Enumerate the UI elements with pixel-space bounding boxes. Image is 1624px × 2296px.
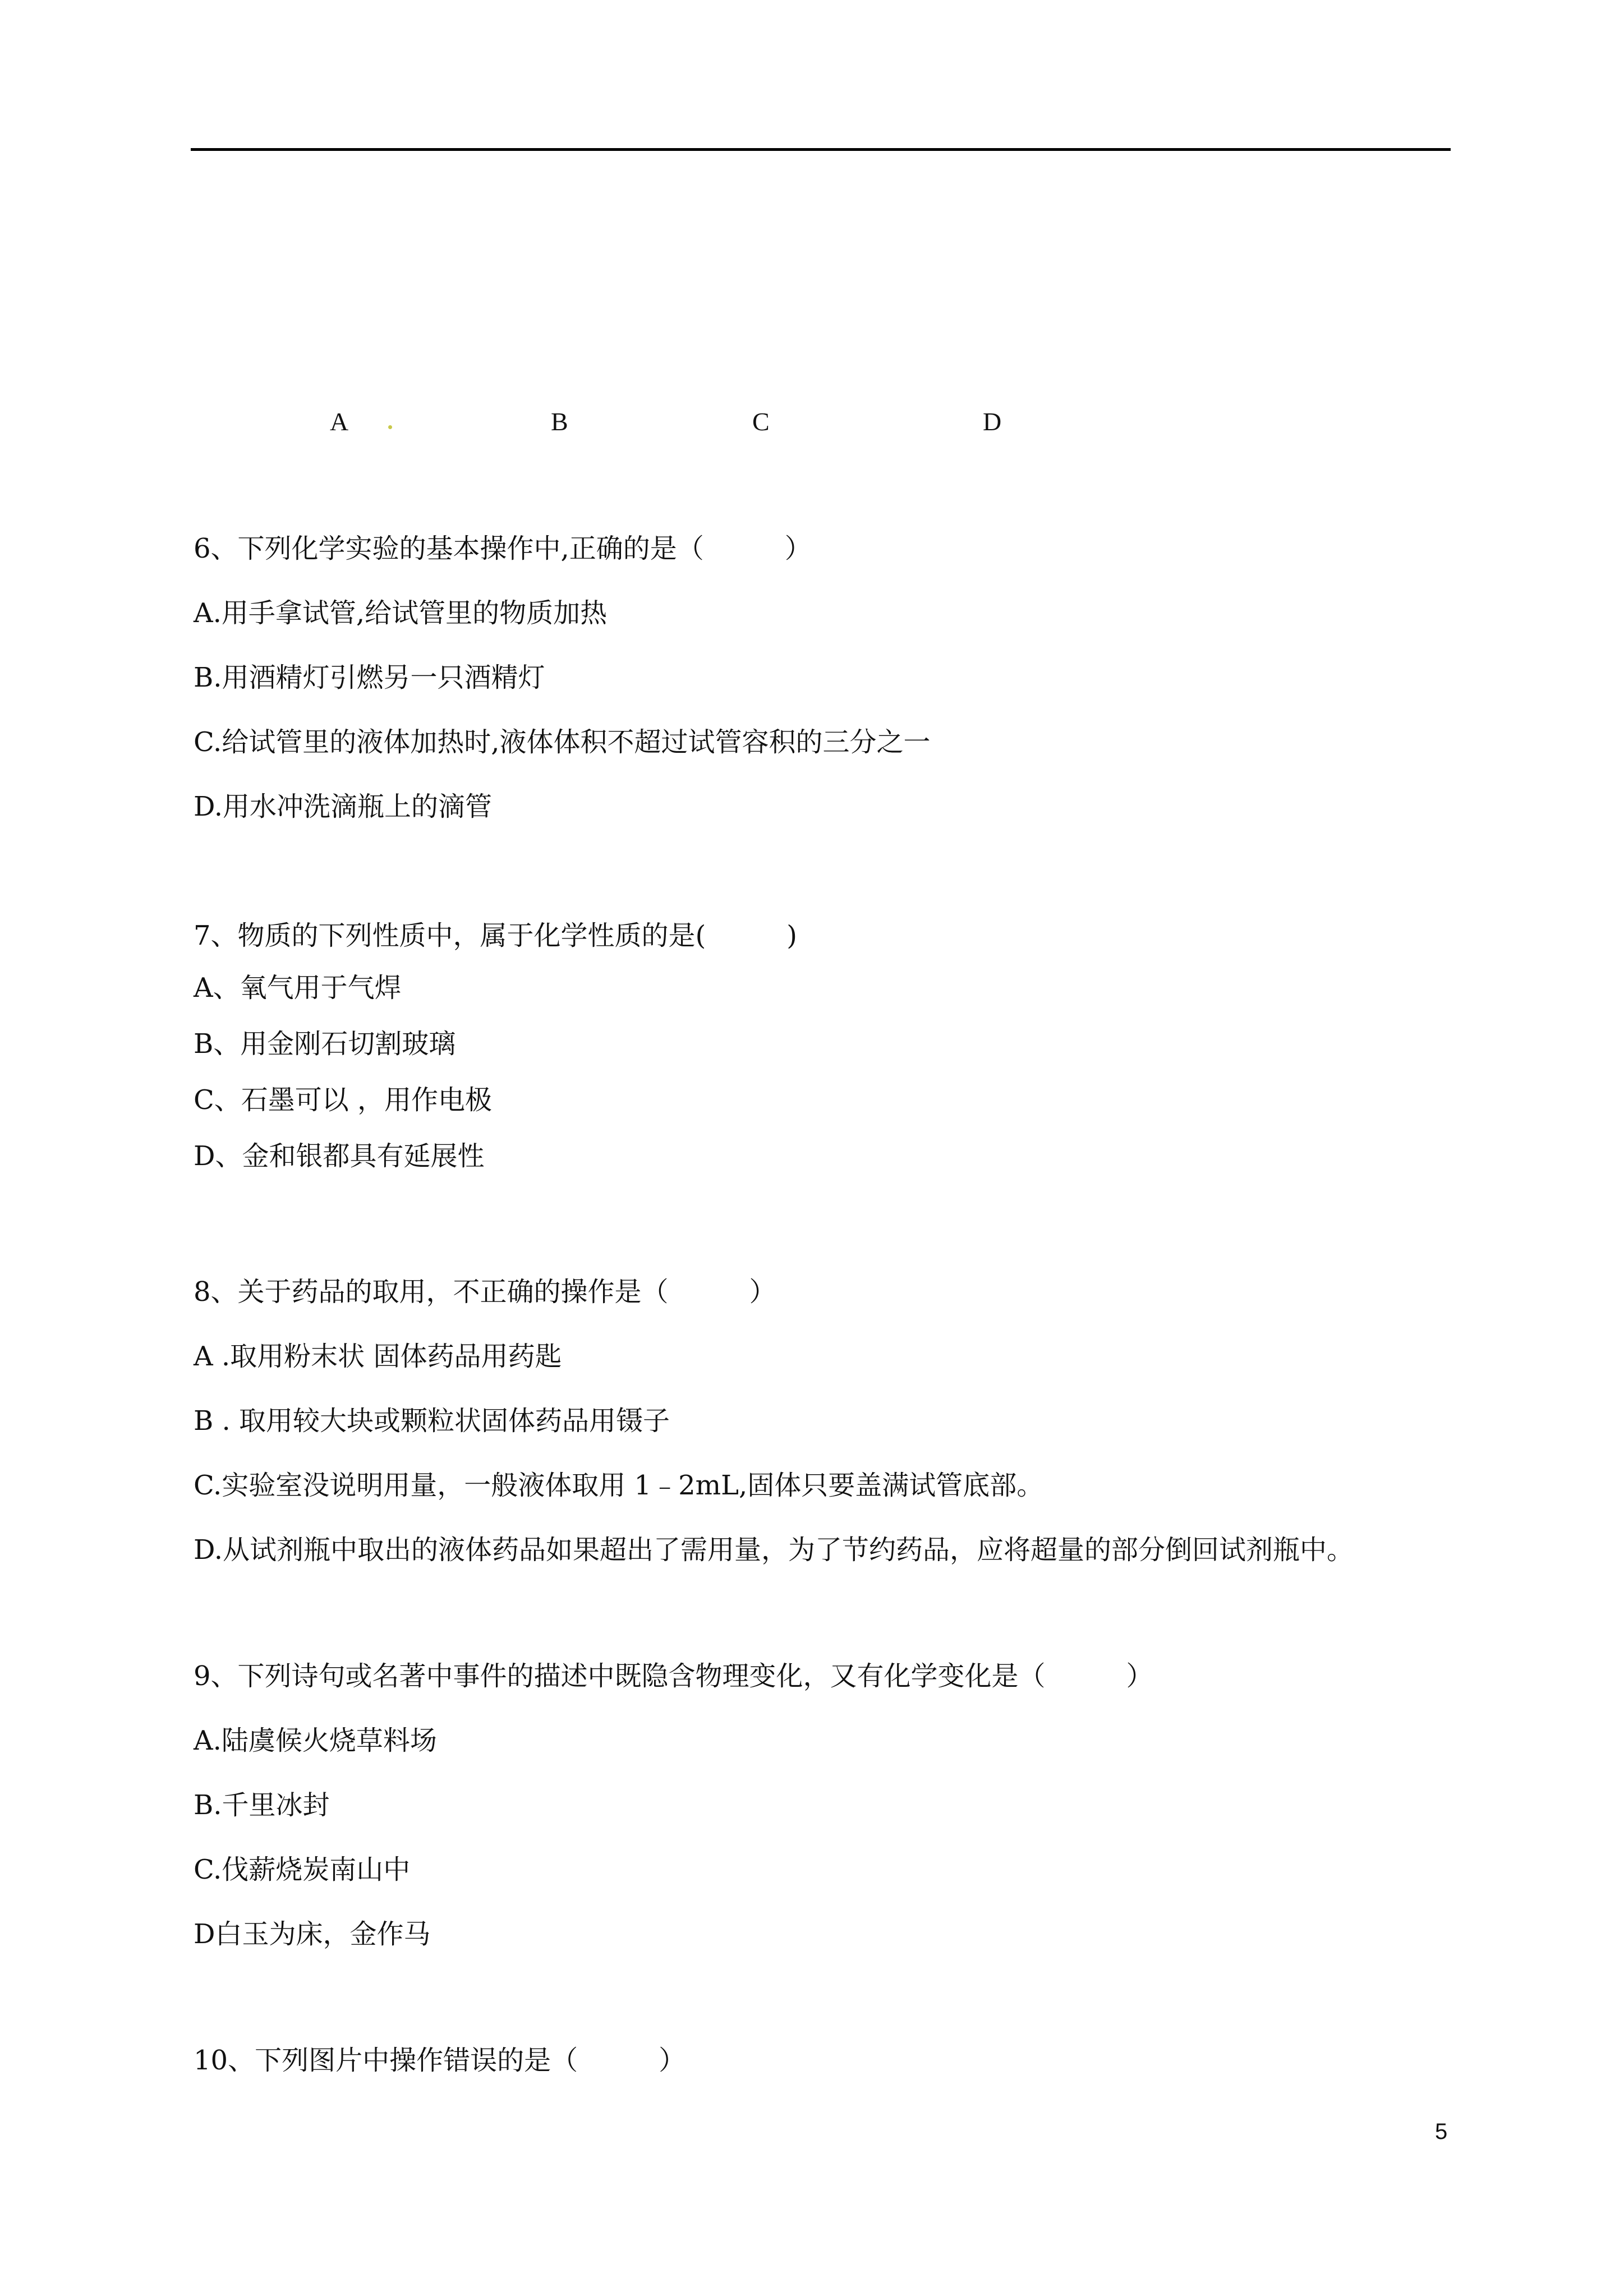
figure-label-c: C xyxy=(752,407,770,436)
question-8-option-d: D.从试剂瓶中取出的液体药品如果超出了需用量，为了节约药品，应将超量的部分倒回试剂瓶中。 xyxy=(194,1534,1354,1566)
figure-label-a: A xyxy=(330,407,349,436)
question-6-stem: 6、下列化学实验的基本操作中,正确的是（ ） xyxy=(194,533,812,564)
figure-labels xyxy=(0,405,1624,439)
question-8-option-b: B . 取用较大块或颗粒状固体药品用镊子 xyxy=(194,1405,670,1437)
question-8-option-a: A .取用粉末状 固体药品用药匙 xyxy=(194,1341,562,1372)
question-7-option-b: B、用金刚石切割玻璃 xyxy=(194,1028,456,1060)
question-8-stem: 8、关于药品的取用，不正确的操作是（ ） xyxy=(194,1276,776,1308)
question-6-option-d: D.用水冲洗滴瓶上的滴管 xyxy=(194,791,493,822)
question-9-option-b: B.千里冰封 xyxy=(194,1789,330,1821)
question-7-option-c: C、石墨可以 ，用作电极 xyxy=(194,1084,492,1116)
question-9-stem: 9、下列诗句或名著中事件的描述中既隐含物理变化，又有化学变化是（ ） xyxy=(194,1660,1153,1692)
page-number: 5 xyxy=(1435,2119,1448,2144)
question-9-option-c: C.伐薪烧炭南山中 xyxy=(194,1854,411,1885)
question-9-option-d: D白玉为床，金作马 xyxy=(194,1918,431,1950)
figure-label-b: B xyxy=(551,407,568,436)
question-7-stem: 7、物质的下列性质中，属于化学性质的是( ) xyxy=(194,920,797,951)
question-8-option-c: C.实验室没说明用量，一般液体取用 1﹣2mL,固体只要盖满试管底部。 xyxy=(194,1470,1044,1501)
figure-label-d: D xyxy=(983,407,1002,436)
question-6-option-c: C.给试管里的液体加热时,液体体积不超过试管容积的三分之一 xyxy=(194,726,931,758)
question-10-stem: 10、下列图片中操作错误的是（ ） xyxy=(194,2045,686,2076)
question-6-option-a: A.用手拿试管,给试管里的物质加热 xyxy=(194,597,608,629)
question-7-option-d: D、金和银都具有延展性 xyxy=(194,1140,485,1172)
stray-dot-mark xyxy=(388,425,392,429)
question-9-option-a: A.陆虞候火烧草料场 xyxy=(194,1725,437,1756)
question-6-option-b: B.用酒精灯引燃另一只酒精灯 xyxy=(194,662,545,693)
header-rule xyxy=(191,148,1451,151)
question-7-option-a: A、氧气用于气焊 xyxy=(194,972,402,1004)
